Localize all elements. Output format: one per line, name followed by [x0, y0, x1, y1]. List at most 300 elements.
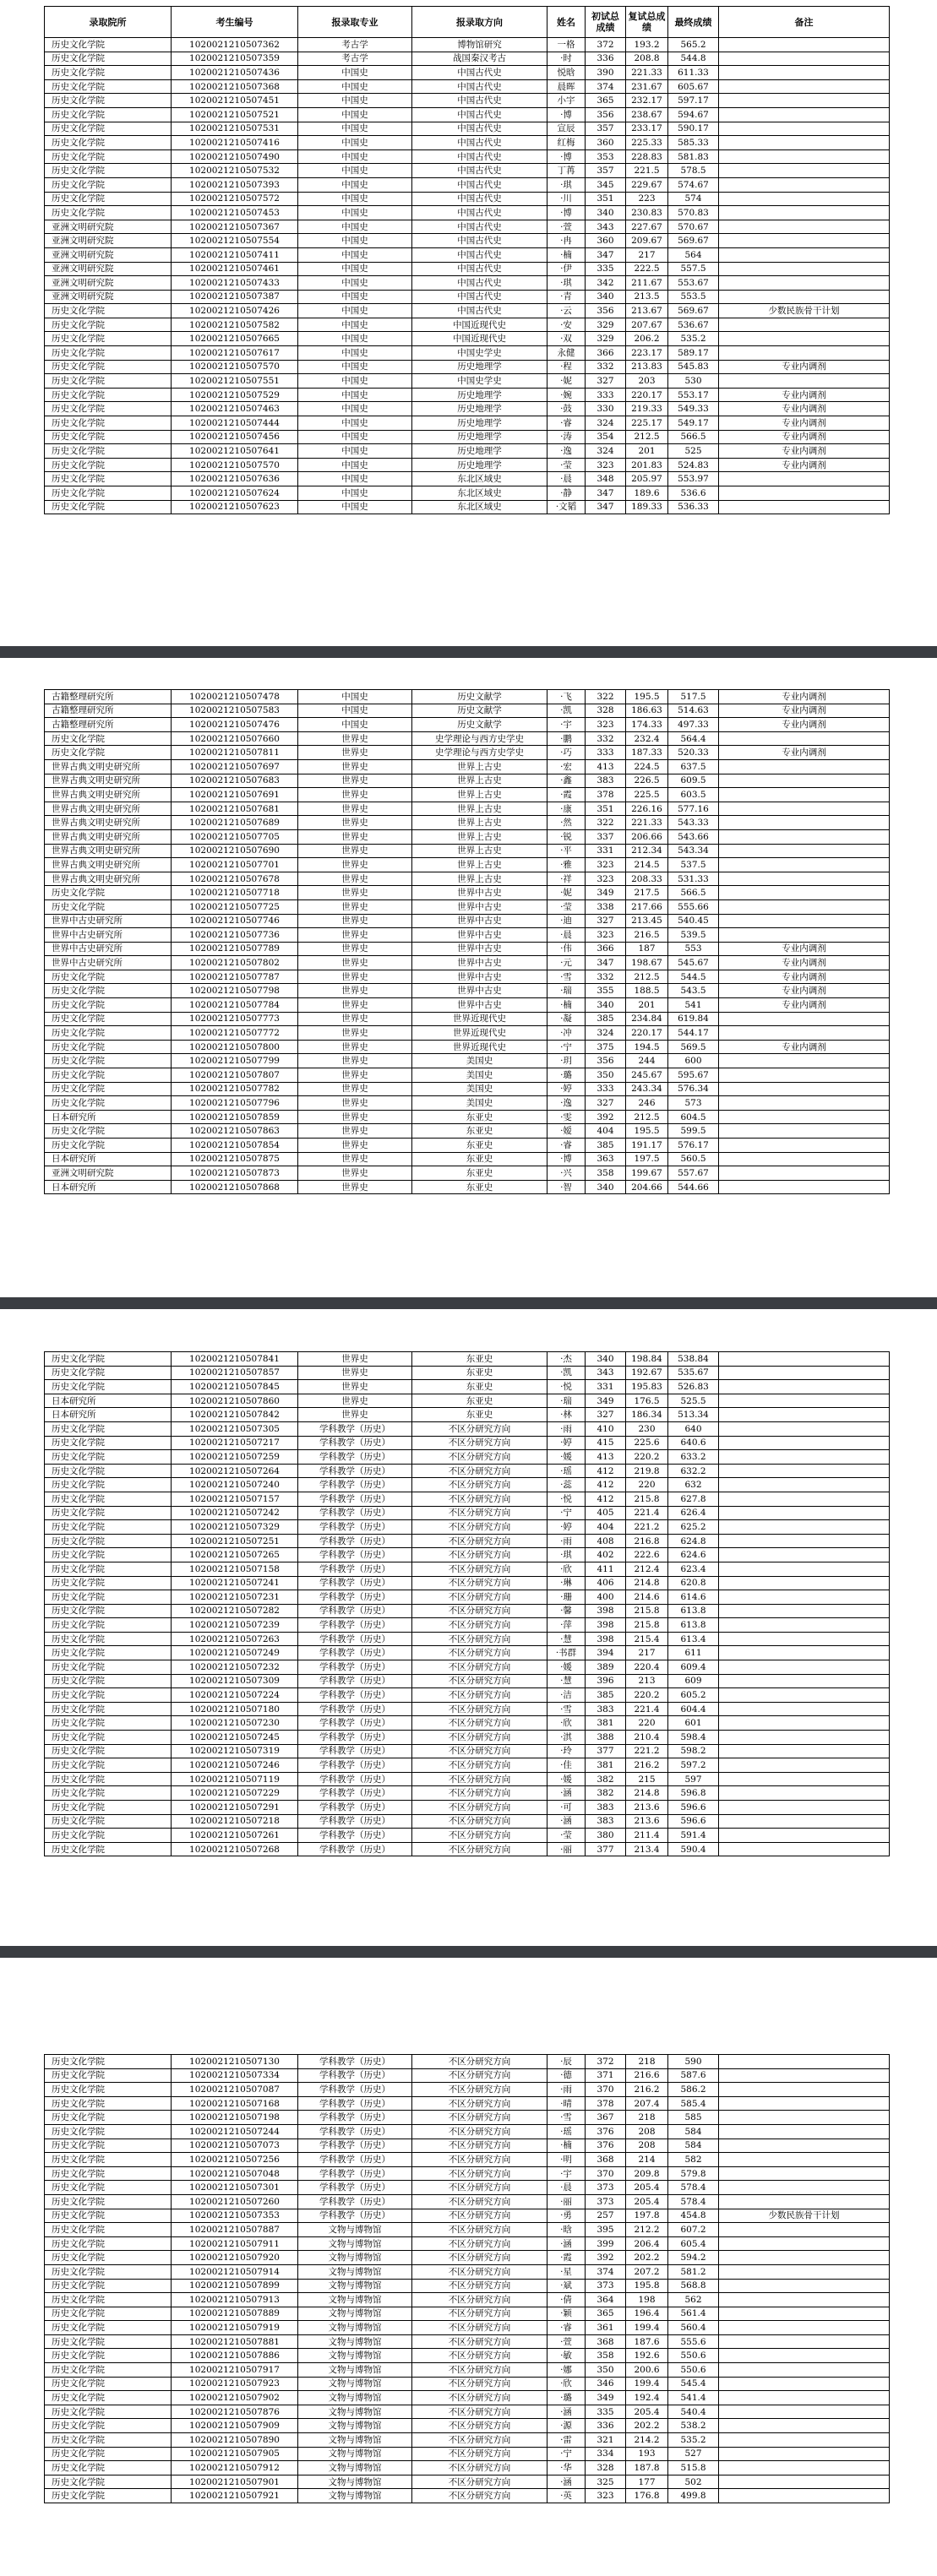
- final-score-cell: 550.6: [668, 2363, 719, 2378]
- final-score-cell: 541: [668, 998, 719, 1013]
- retest-score-cell: 238.67: [626, 107, 668, 122]
- direction-cell: 中国古代史: [412, 192, 547, 206]
- retest-score-cell: 220: [626, 1478, 668, 1492]
- prelim-score-cell: 402: [586, 1548, 626, 1562]
- college-cell: 历史文化学院: [45, 1786, 172, 1801]
- direction-cell: 不区分研究方向: [412, 2209, 547, 2223]
- candidate-id-cell: 102002121050747​8: [172, 690, 298, 704]
- college-cell: 历史文化学院: [45, 1814, 172, 1829]
- candidate-id-cell: 102002121050733​4: [172, 2068, 298, 2083]
- table-row: [45, 1166, 890, 1181]
- candidate-id-cell: 102002121050770​1: [172, 858, 298, 872]
- college-cell: 历史文化学院: [45, 2293, 172, 2307]
- college-cell: 亚洲文明研究院: [45, 290, 172, 304]
- retest-score-cell: 176.5: [626, 1394, 668, 1408]
- major-cell: 世界史: [298, 956, 412, 970]
- college-cell: 历史文化学院: [45, 2083, 172, 2097]
- direction-cell: 不区分研究方向: [412, 1842, 547, 1856]
- direction-cell: 中国古代史: [412, 66, 547, 80]
- major-cell: 文物与博物馆: [298, 2391, 412, 2405]
- table-row: [45, 2111, 890, 2125]
- table-row: [45, 122, 890, 136]
- college-cell: 世界古典文明史研究所: [45, 858, 172, 872]
- table-row: [45, 1731, 890, 1745]
- prelim-score-cell: 357: [586, 122, 626, 136]
- retest-score-cell: 224.5: [626, 759, 668, 774]
- major-cell: 学科教学（历史）: [298, 1814, 412, 1829]
- college-cell: 日本研究所: [45, 1408, 172, 1422]
- retest-score-cell: 206.66: [626, 829, 668, 844]
- final-score-cell: 544.17: [668, 1026, 719, 1041]
- final-score-cell: 578.4: [668, 2181, 719, 2195]
- name-cell: ·涵: [547, 1814, 586, 1829]
- prelim-score-cell: 348: [586, 472, 626, 486]
- candidate-id-cell: 102002121050725​9: [172, 1450, 298, 1465]
- major-cell: 学科教学（历史）: [298, 1618, 412, 1633]
- remarks-cell: [719, 94, 890, 108]
- remarks-cell: [719, 1082, 890, 1096]
- final-score-cell: 538.84: [668, 1352, 719, 1367]
- prelim-score-cell: 332: [586, 360, 626, 374]
- prelim-score-cell: 328: [586, 2461, 626, 2475]
- direction-cell: 世界上古史: [412, 844, 547, 858]
- prelim-score-cell: 410: [586, 1421, 626, 1436]
- table-row: [45, 1394, 890, 1408]
- prelim-score-cell: 373: [586, 2194, 626, 2209]
- retest-score-cell: 214.6: [626, 1590, 668, 1605]
- retest-score-cell: 187: [626, 942, 668, 956]
- table-section-3: [44, 1351, 889, 1856]
- major-cell: 学科教学（历史）: [298, 1829, 412, 1843]
- major-cell: 中国史: [298, 704, 412, 718]
- name-cell: ·星: [547, 2264, 586, 2279]
- major-cell: 学科教学（历史）: [298, 2124, 412, 2139]
- retest-score-cell: 220.2: [626, 1450, 668, 1465]
- prelim-score-cell: 336: [586, 2419, 626, 2433]
- remarks-cell: 专业内调剂: [719, 998, 890, 1013]
- major-cell: 学科教学（历史）: [298, 1660, 412, 1675]
- candidate-id-cell: 102002121050791​9: [172, 2321, 298, 2335]
- final-score-cell: 539.5: [668, 928, 719, 943]
- college-cell: 亚洲文明研究院: [45, 262, 172, 276]
- remarks-cell: [719, 1124, 890, 1139]
- final-score-cell: 603.5: [668, 788, 719, 802]
- final-score-cell: 537.5: [668, 858, 719, 872]
- retest-score-cell: 204.66: [626, 1180, 668, 1194]
- major-cell: 学科教学（历史）: [298, 1801, 412, 1815]
- retest-score-cell: 222.5: [626, 262, 668, 276]
- retest-score-cell: 188.5: [626, 984, 668, 998]
- prelim-score-cell: 357: [586, 164, 626, 178]
- remarks-cell: [719, 858, 890, 872]
- college-cell: 历史文化学院: [45, 2166, 172, 2181]
- remarks-cell: [719, 2307, 890, 2321]
- final-score-cell: 609.5: [668, 774, 719, 788]
- major-cell: 文物与博物馆: [298, 2461, 412, 2475]
- retest-score-cell: 231.67: [626, 79, 668, 94]
- name-cell: ·凝: [547, 1012, 586, 1026]
- college-cell: 历史文化学院: [45, 1520, 172, 1535]
- college-cell: 历史文化学院: [45, 360, 172, 374]
- retest-score-cell: 207.4: [626, 2096, 668, 2111]
- college-cell: 历史文化学院: [45, 79, 172, 94]
- header-retest-score: 复试总成绩: [626, 7, 668, 38]
- retest-score-cell: 220.4: [626, 1660, 668, 1675]
- table-row: [45, 2489, 890, 2503]
- retest-score-cell: 205.4: [626, 2194, 668, 2209]
- table-row: [45, 1576, 890, 1590]
- name-cell: ·鹏: [547, 731, 586, 746]
- name-cell: ·博: [547, 107, 586, 122]
- table-row: [45, 1646, 890, 1660]
- final-score-cell: 525.5: [668, 1394, 719, 1408]
- table-row: [45, 1632, 890, 1646]
- direction-cell: 不区分研究方向: [412, 1772, 547, 1786]
- major-cell: 中国史: [298, 122, 412, 136]
- direction-cell: 东北区域史: [412, 472, 547, 486]
- final-score-cell: 640.6: [668, 1436, 719, 1450]
- retest-score-cell: 212.5: [626, 970, 668, 984]
- college-cell: 世界古典文明史研究所: [45, 844, 172, 858]
- final-score-cell: 581.2: [668, 2264, 719, 2279]
- final-score-cell: 545.67: [668, 956, 719, 970]
- remarks-cell: 专业内调剂: [719, 970, 890, 984]
- final-score-cell: 535.67: [668, 1366, 719, 1380]
- major-cell: 世界史: [298, 759, 412, 774]
- table-row: [45, 2083, 890, 2097]
- prelim-score-cell: 329: [586, 318, 626, 332]
- final-score-cell: 619.84: [668, 1012, 719, 1026]
- name-cell: ·欣: [547, 2377, 586, 2391]
- table-row: [45, 2223, 890, 2237]
- name-cell: ·凯: [547, 704, 586, 718]
- name-cell: ·伊: [547, 262, 586, 276]
- name-cell: ·妮: [547, 886, 586, 900]
- prelim-score-cell: 323: [586, 858, 626, 872]
- major-cell: 中国史: [298, 94, 412, 108]
- prelim-score-cell: 383: [586, 1702, 626, 1716]
- table-row: [45, 942, 890, 956]
- table-row: [45, 1380, 890, 1394]
- college-cell: 历史文化学院: [45, 1068, 172, 1083]
- prelim-score-cell: 356: [586, 304, 626, 318]
- final-score-cell: 594.67: [668, 107, 719, 122]
- candidate-id-cell: 102002121050724​5: [172, 1731, 298, 1745]
- candidate-id-cell: 102002121050757​0: [172, 360, 298, 374]
- major-cell: 学科教学（历史）: [298, 1632, 412, 1646]
- retest-score-cell: 215.4: [626, 1632, 668, 1646]
- major-cell: 中国史: [298, 164, 412, 178]
- college-cell: 历史文化学院: [45, 2307, 172, 2321]
- college-cell: 亚洲文明研究院: [45, 247, 172, 262]
- direction-cell: 世界上古史: [412, 788, 547, 802]
- final-score-cell: 535.2: [668, 2433, 719, 2448]
- prelim-score-cell: 365: [586, 94, 626, 108]
- remarks-cell: [719, 500, 890, 514]
- major-cell: 学科教学（历史）: [298, 1716, 412, 1731]
- direction-cell: 不区分研究方向: [412, 1604, 547, 1618]
- name-cell: ·冉: [547, 234, 586, 248]
- prelim-score-cell: 332: [586, 970, 626, 984]
- prelim-score-cell: 376: [586, 2139, 626, 2153]
- table-row: [45, 1082, 890, 1096]
- name-cell: ·鑫: [547, 774, 586, 788]
- remarks-cell: [719, 2055, 890, 2069]
- major-cell: 中国史: [298, 444, 412, 459]
- final-score-cell: 553.17: [668, 388, 719, 402]
- college-cell: 世界中古史研究所: [45, 942, 172, 956]
- retest-score-cell: 214.2: [626, 2433, 668, 2448]
- final-score-cell: 540.45: [668, 914, 719, 928]
- college-cell: 历史文化学院: [45, 206, 172, 220]
- prelim-score-cell: 404: [586, 1520, 626, 1535]
- college-cell: 历史文化学院: [45, 1590, 172, 1605]
- retest-score-cell: 211.4: [626, 1829, 668, 1843]
- direction-cell: 东亚史: [412, 1180, 547, 1194]
- candidate-id-cell: 102002121050711​9: [172, 1772, 298, 1786]
- table-row: [45, 746, 890, 760]
- final-score-cell: 613.4: [668, 1632, 719, 1646]
- name-cell: ·萱: [547, 220, 586, 234]
- prelim-score-cell: 323: [586, 458, 626, 472]
- retest-score-cell: 220.2: [626, 1688, 668, 1703]
- retest-score-cell: 216.6: [626, 2068, 668, 2083]
- final-score-cell: 527: [668, 2447, 719, 2461]
- direction-cell: 不区分研究方向: [412, 1421, 547, 1436]
- prelim-score-cell: 334: [586, 2447, 626, 2461]
- final-score-cell: 555.66: [668, 899, 719, 914]
- final-score-cell: 561.4: [668, 2307, 719, 2321]
- college-cell: 历史文化学院: [45, 2055, 172, 2069]
- major-cell: 学科教学（历史）: [298, 2111, 412, 2125]
- table-row: [45, 149, 890, 164]
- direction-cell: 东北区域史: [412, 500, 547, 514]
- remarks-cell: [719, 1716, 890, 1731]
- direction-cell: 世界中古史: [412, 942, 547, 956]
- direction-cell: 不区分研究方向: [412, 1534, 547, 1548]
- major-cell: 中国史: [298, 107, 412, 122]
- table-row: [45, 2475, 890, 2489]
- remarks-cell: [719, 1054, 890, 1068]
- final-score-cell: 609.4: [668, 1660, 719, 1675]
- header-candidate-id: 考生编号: [172, 7, 298, 38]
- major-cell: 中国史: [298, 234, 412, 248]
- prelim-score-cell: 383: [586, 1801, 626, 1815]
- table-row: [45, 388, 890, 402]
- candidate-id-cell: 102002121050719​8: [172, 2111, 298, 2125]
- final-score-cell: 540.4: [668, 2405, 719, 2419]
- major-cell: 学科教学（历史）: [298, 2166, 412, 2181]
- direction-cell: 不区分研究方向: [412, 2489, 547, 2503]
- name-cell: ·元: [547, 956, 586, 970]
- remarks-cell: [719, 1534, 890, 1548]
- candidate-id-cell: 102002121050724​1: [172, 1576, 298, 1590]
- retest-score-cell: 211.67: [626, 276, 668, 291]
- retest-score-cell: 214.8: [626, 1786, 668, 1801]
- prelim-score-cell: 382: [586, 1772, 626, 1786]
- remarks-cell: [719, 2377, 890, 2391]
- remarks-cell: [719, 2166, 890, 2181]
- candidate-id-cell: 102002121050722​9: [172, 1786, 298, 1801]
- retest-score-cell: 207.2: [626, 2264, 668, 2279]
- table-row: [45, 1139, 890, 1153]
- major-cell: 世界史: [298, 928, 412, 943]
- candidate-id-cell: 102002121050791​7: [172, 2363, 298, 2378]
- candidate-id-cell: 102002121050763​6: [172, 472, 298, 486]
- direction-cell: 中国古代史: [412, 122, 547, 136]
- candidate-id-cell: 102002121050721​7: [172, 1436, 298, 1450]
- remarks-cell: 专业内调剂: [719, 1040, 890, 1054]
- name-cell: ·敏: [547, 2349, 586, 2363]
- name-cell: ·勇: [547, 2209, 586, 2223]
- final-score-cell: 560.4: [668, 2321, 719, 2335]
- major-cell: 中国史: [298, 472, 412, 486]
- final-score-cell: 541.4: [668, 2391, 719, 2405]
- major-cell: 世界史: [298, 1054, 412, 1068]
- prelim-score-cell: 323: [586, 872, 626, 886]
- retest-score-cell: 189.33: [626, 500, 668, 514]
- major-cell: 世界史: [298, 858, 412, 872]
- remarks-cell: [719, 1660, 890, 1675]
- final-score-cell: 544.5: [668, 970, 719, 984]
- prelim-score-cell: 413: [586, 759, 626, 774]
- retest-score-cell: 225.6: [626, 1436, 668, 1450]
- retest-score-cell: 221.4: [626, 1506, 668, 1520]
- table-row: [45, 402, 890, 416]
- direction-cell: 不区分研究方向: [412, 1829, 547, 1843]
- name-cell: ·悦: [547, 1492, 586, 1506]
- name-cell: ·雅: [547, 858, 586, 872]
- major-cell: 世界史: [298, 1096, 412, 1111]
- major-cell: 世界史: [298, 872, 412, 886]
- prelim-score-cell: 324: [586, 1026, 626, 1041]
- candidate-id-cell: 102002121050778​9: [172, 942, 298, 956]
- prelim-score-cell: 366: [586, 346, 626, 361]
- name-cell: ·媛: [547, 1660, 586, 1675]
- final-score-cell: 578.4: [668, 2194, 719, 2209]
- table-row: [45, 829, 890, 844]
- candidate-id-cell: 102002121050726​8: [172, 1842, 298, 1856]
- header-direction: 报录取方向: [412, 7, 547, 38]
- name-cell: ·莹: [547, 458, 586, 472]
- prelim-score-cell: 322: [586, 690, 626, 704]
- retest-score-cell: 198: [626, 2293, 668, 2307]
- table-row: [45, 1492, 890, 1506]
- candidate-id-cell: 102002121050753​1: [172, 122, 298, 136]
- name-cell: ·媛: [547, 1772, 586, 1786]
- direction-cell: 中国古代史: [412, 107, 547, 122]
- name-cell: ·雨: [547, 1421, 586, 1436]
- admission-table: [44, 1351, 890, 1856]
- remarks-cell: [719, 1478, 890, 1492]
- retest-score-cell: 174.33: [626, 718, 668, 732]
- major-cell: 中国史: [298, 276, 412, 291]
- prelim-score-cell: 413: [586, 1450, 626, 1465]
- name-cell: ·斌: [547, 2279, 586, 2293]
- candidate-id-cell: 102002121050752​1: [172, 107, 298, 122]
- college-cell: 历史文化学院: [45, 2209, 172, 2223]
- candidate-id-cell: 102002121050791​2: [172, 2461, 298, 2475]
- candidate-id-cell: 102002121050758​2: [172, 318, 298, 332]
- remarks-cell: [719, 1702, 890, 1716]
- final-score-cell: 625.2: [668, 1520, 719, 1535]
- prelim-score-cell: 349: [586, 1394, 626, 1408]
- final-score-cell: 553.67: [668, 276, 719, 291]
- remarks-cell: [719, 1026, 890, 1041]
- table-row: [45, 1590, 890, 1605]
- remarks-cell: [719, 177, 890, 192]
- college-cell: 日本研究所: [45, 1180, 172, 1194]
- candidate-id-cell: 102002121050784​2: [172, 1408, 298, 1422]
- retest-score-cell: 220.17: [626, 388, 668, 402]
- table-row: [45, 1688, 890, 1703]
- admission-table: [44, 6, 890, 514]
- final-score-cell: 585.33: [668, 136, 719, 150]
- prelim-score-cell: 331: [586, 1380, 626, 1394]
- remarks-cell: [719, 802, 890, 816]
- retest-score-cell: 214: [626, 2153, 668, 2167]
- final-score-cell: 585: [668, 2111, 719, 2125]
- prelim-score-cell: 412: [586, 1464, 626, 1478]
- table-row: [45, 2264, 890, 2279]
- retest-score-cell: 193.2: [626, 38, 668, 52]
- prelim-score-cell: 321: [586, 2433, 626, 2448]
- table-section-1: [44, 6, 889, 514]
- final-score-cell: 587.6: [668, 2068, 719, 2083]
- candidate-id-cell: 102002121050735​9: [172, 52, 298, 66]
- remarks-cell: [719, 2321, 890, 2335]
- prelim-score-cell: 377: [586, 1842, 626, 1856]
- retest-score-cell: 195.5: [626, 1124, 668, 1139]
- direction-cell: 不区分研究方向: [412, 2251, 547, 2265]
- name-cell: ·程: [547, 360, 586, 374]
- retest-score-cell: 217: [626, 247, 668, 262]
- name-cell: ·瑶: [547, 1464, 586, 1478]
- remarks-cell: 专业内调剂: [719, 458, 890, 472]
- table-row: [45, 774, 890, 788]
- prelim-score-cell: 398: [586, 1604, 626, 1618]
- candidate-id-cell: 102002121050786​0: [172, 1394, 298, 1408]
- candidate-id-cell: 102002121050741​1: [172, 247, 298, 262]
- college-cell: 历史文化学院: [45, 2223, 172, 2237]
- major-cell: 中国史: [298, 290, 412, 304]
- remarks-cell: [719, 1590, 890, 1605]
- final-score-cell: 574.67: [668, 177, 719, 192]
- table-row: [45, 1464, 890, 1478]
- final-score-cell: 514.63: [668, 704, 719, 718]
- direction-cell: 不区分研究方向: [412, 1436, 547, 1450]
- retest-score-cell: 221.33: [626, 816, 668, 830]
- name-cell: ·媛: [547, 1450, 586, 1465]
- remarks-cell: [719, 1464, 890, 1478]
- remarks-cell: [719, 2461, 890, 2475]
- candidate-id-cell: 102002121050743​6: [172, 66, 298, 80]
- retest-score-cell: 208: [626, 2124, 668, 2139]
- remarks-cell: [719, 816, 890, 830]
- college-cell: 历史文化学院: [45, 731, 172, 746]
- college-cell: 古籍整理研究所: [45, 690, 172, 704]
- college-cell: 历史文化学院: [45, 2447, 172, 2461]
- remarks-cell: [719, 79, 890, 94]
- retest-score-cell: 210.4: [626, 1731, 668, 1745]
- final-score-cell: 597.17: [668, 94, 719, 108]
- major-cell: 学科教学（历史）: [298, 1562, 412, 1576]
- name-cell: ·平: [547, 844, 586, 858]
- table-row: [45, 1814, 890, 1829]
- prelim-score-cell: 331: [586, 844, 626, 858]
- prelim-score-cell: 323: [586, 2489, 626, 2503]
- final-score-cell: 600: [668, 1054, 719, 1068]
